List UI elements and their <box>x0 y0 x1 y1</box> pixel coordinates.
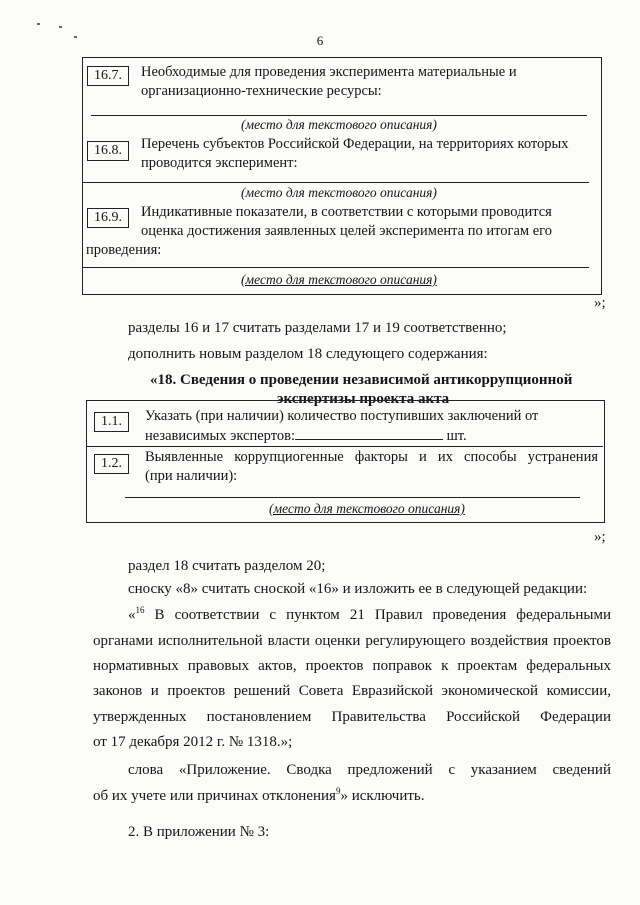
item-text-continued: проведения: <box>86 242 162 258</box>
closing-quote: »; <box>594 529 606 545</box>
text-field-line[interactable] <box>83 267 589 268</box>
item-number: 16.9. <box>87 208 129 228</box>
field-hint: (место для текстового описания) <box>241 272 437 287</box>
section-title: экспертизы проекта акта <box>277 391 450 407</box>
item-text: Перечень субъектов Российской Федерации, на территориях которых проводится эксперимент: <box>141 136 569 171</box>
item-text: Указать (при наличии) количество поступивших заключений от независимых экспертов: шт. <box>145 408 539 444</box>
expert-count-field[interactable] <box>295 426 443 440</box>
closing-quote: »; <box>594 295 606 311</box>
footnote-line: от 17 декабря 2012 г. № 1318.»; <box>93 734 293 750</box>
paragraph: дополнить новым разделом 18 следующего содержания: <box>128 346 488 362</box>
item-number: 16.8. <box>87 141 129 161</box>
item-text: (при наличии): <box>145 468 238 484</box>
text-field-line[interactable] <box>125 497 580 498</box>
section-title: «18. Сведения о проведении независимой антикоррупционной <box>150 372 573 388</box>
item-number: 1.1. <box>94 412 129 432</box>
item-text: Выявленные коррупциогенные факторы и их способы устранения <box>145 449 598 465</box>
table-section-16 <box>82 57 602 295</box>
footnote-line: «$^{16}$ В соответствии с пунктом 21 Правил проведения федеральными <box>128 605 611 623</box>
paragraph: слова «Приложение. Сводка предложений с указанием сведений <box>128 762 611 778</box>
footnote-line: законов и проектов решений Совета Евразийской экономической комиссии, <box>93 683 611 699</box>
text-field-line[interactable] <box>91 115 587 116</box>
footnote-line: утвержденных постановлением Правительства Российской Федерации <box>93 709 611 725</box>
footnote-line: органами исполнительной власти оценки регулирующего воздействия проектов <box>93 633 611 649</box>
paragraph: об их учете или причинах отклонения$^9$» исключить. <box>93 786 425 804</box>
paragraph: разделы 16 и 17 считать разделами 17 и 19 соответственно; <box>128 320 507 336</box>
text-field-line[interactable] <box>83 182 589 183</box>
page-number: 6 <box>316 33 324 48</box>
item-number: 16.7. <box>87 66 129 86</box>
field-hint: (место для текстового описания) <box>241 117 437 132</box>
scan-speck <box>59 26 62 28</box>
item-text: Индикативные показатели, в соответствии с которыми проводится оценка достижения заявленных целей эксперимента по итогам его <box>141 204 552 239</box>
item-number: 1.2. <box>94 454 129 474</box>
paragraph: раздел 18 считать разделом 20; <box>128 558 326 574</box>
table-section-18 <box>86 400 605 523</box>
field-hint: (место для текстового описания) <box>269 501 465 516</box>
paragraph: сноску «8» считать сноской «16» и изложить ее в следующей редакции: <box>128 581 588 597</box>
paragraph: 2. В приложении № 3: <box>128 824 270 840</box>
row-divider <box>87 446 603 447</box>
item-text: Необходимые для проведения эксперимента материальные и организационно-технические ресурсы: <box>141 64 517 99</box>
footnote-line: нормативных правовых актов, проектов поправок к проектам федеральных <box>93 658 611 674</box>
field-hint: (место для текстового описания) <box>241 185 437 200</box>
scan-speck <box>37 23 40 25</box>
